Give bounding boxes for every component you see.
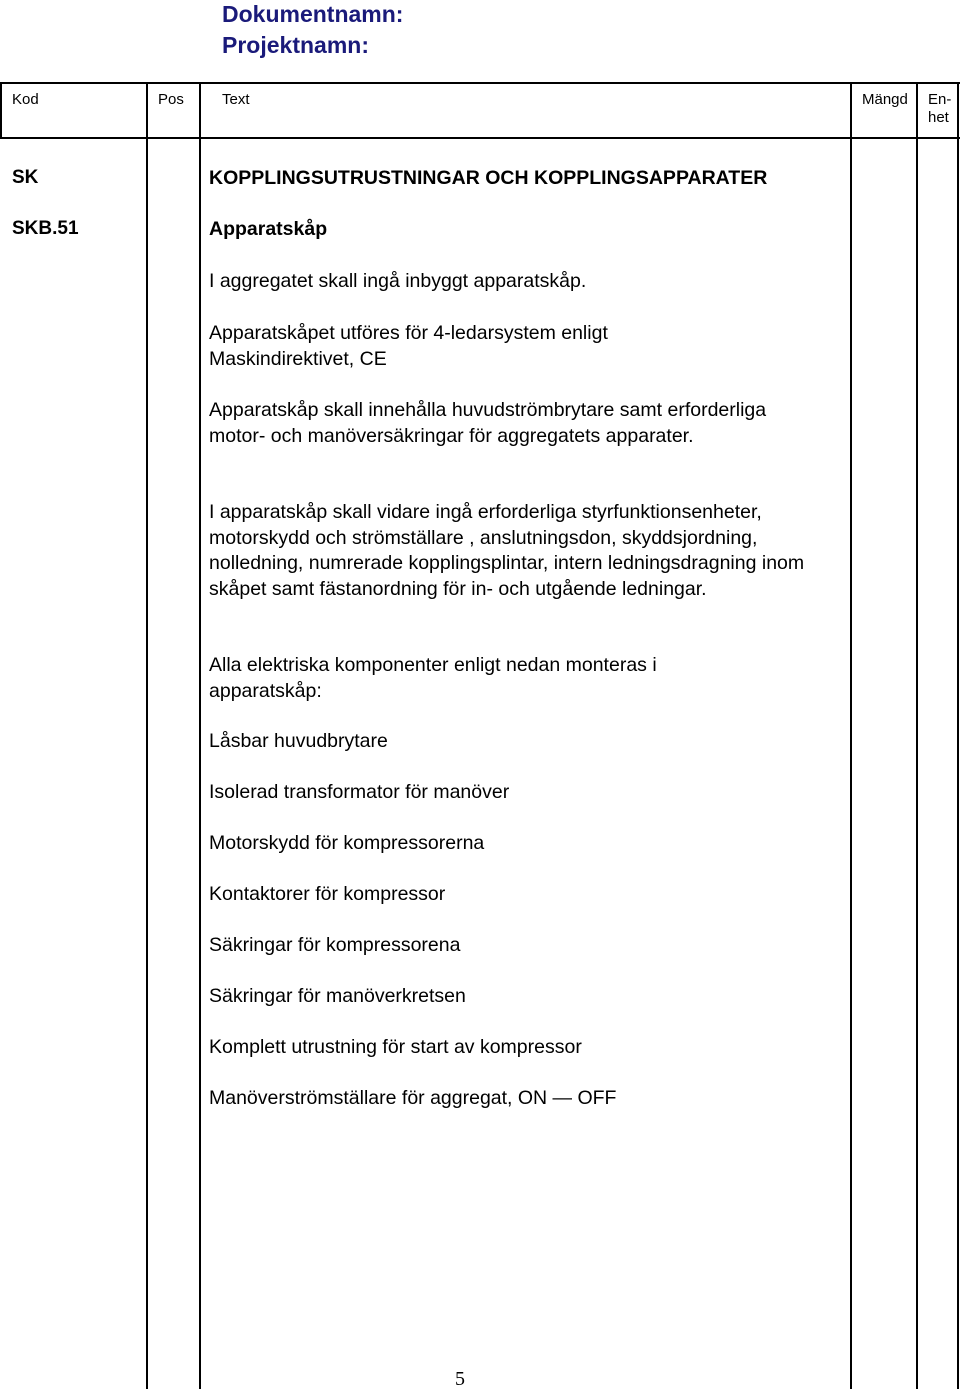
component-item: Manöverströmställare för aggregat, ON — OFF bbox=[209, 1087, 617, 1109]
column-divider-pos-text bbox=[199, 82, 201, 1389]
paragraph: Alla elektriska komponenter enligt nedan monteras i apparatskåp: bbox=[209, 654, 657, 702]
code-skb51: SKB.51 bbox=[12, 218, 79, 239]
header-row-bottom-border bbox=[0, 137, 960, 139]
page-number: 5 bbox=[455, 1368, 465, 1390]
column-header-enhet-line1: En- bbox=[928, 91, 952, 108]
column-header-mangd: Mängd bbox=[862, 91, 908, 108]
column-header-enhet-line2: het bbox=[928, 109, 949, 126]
paragraph: Apparatskåpet utföres för 4-ledarsystem enligt Maskindirektivet, CE bbox=[209, 322, 608, 370]
component-item: Säkringar för manöverkretsen bbox=[209, 985, 466, 1007]
item-heading: Apparatskåp bbox=[209, 218, 328, 240]
column-header-text: Text bbox=[222, 91, 250, 108]
table-left-border bbox=[0, 82, 2, 139]
component-item: Säkringar för kompressorena bbox=[209, 934, 461, 956]
paragraph: Apparatskåp skall innehålla huvudströmbrytare samt erforderliga motor- och manöversäkringar för aggregatets apparater. bbox=[209, 399, 767, 447]
paragraph: I aggregatet skall ingå inbyggt apparatskåp. bbox=[209, 270, 587, 292]
component-item: Isolerad transformator för manöver bbox=[209, 781, 510, 803]
table-right-border bbox=[957, 82, 959, 1389]
component-item: Komplett utrustning för start av kompressor bbox=[209, 1036, 582, 1058]
document-name-label: Dokumentnamn: bbox=[222, 1, 404, 27]
column-divider-mangd-enhet bbox=[916, 82, 918, 1389]
paragraph: I apparatskåp skall vidare ingå erforderliga styrfunktionsenheter, motorskydd och strömställare , anslutningsdon, skyddsjordning, nolledning, numrerade kopplingsplintar, intern ledningsdragning inom skåpet samt fästanordning för in- och utgående ledningar. bbox=[209, 501, 805, 600]
column-divider-text-mangd bbox=[850, 82, 852, 1389]
section-heading: KOPPLINGSUTRUSTNINGAR OCH KOPPLINGSAPPARATER bbox=[209, 167, 768, 189]
table-top-border bbox=[0, 82, 960, 84]
component-item: Motorskydd för kompressorerna bbox=[209, 832, 485, 854]
column-header-kod: Kod bbox=[12, 91, 39, 108]
column-header-enhet bbox=[928, 91, 951, 127]
component-item: Låsbar huvudbrytare bbox=[209, 730, 388, 752]
code-sk: SK bbox=[12, 167, 39, 188]
column-divider-kod-pos bbox=[146, 82, 148, 1389]
component-item: Kontaktorer för kompressor bbox=[209, 883, 446, 905]
project-name-label: Projektnamn: bbox=[222, 32, 369, 58]
column-header-pos: Pos bbox=[158, 91, 184, 108]
